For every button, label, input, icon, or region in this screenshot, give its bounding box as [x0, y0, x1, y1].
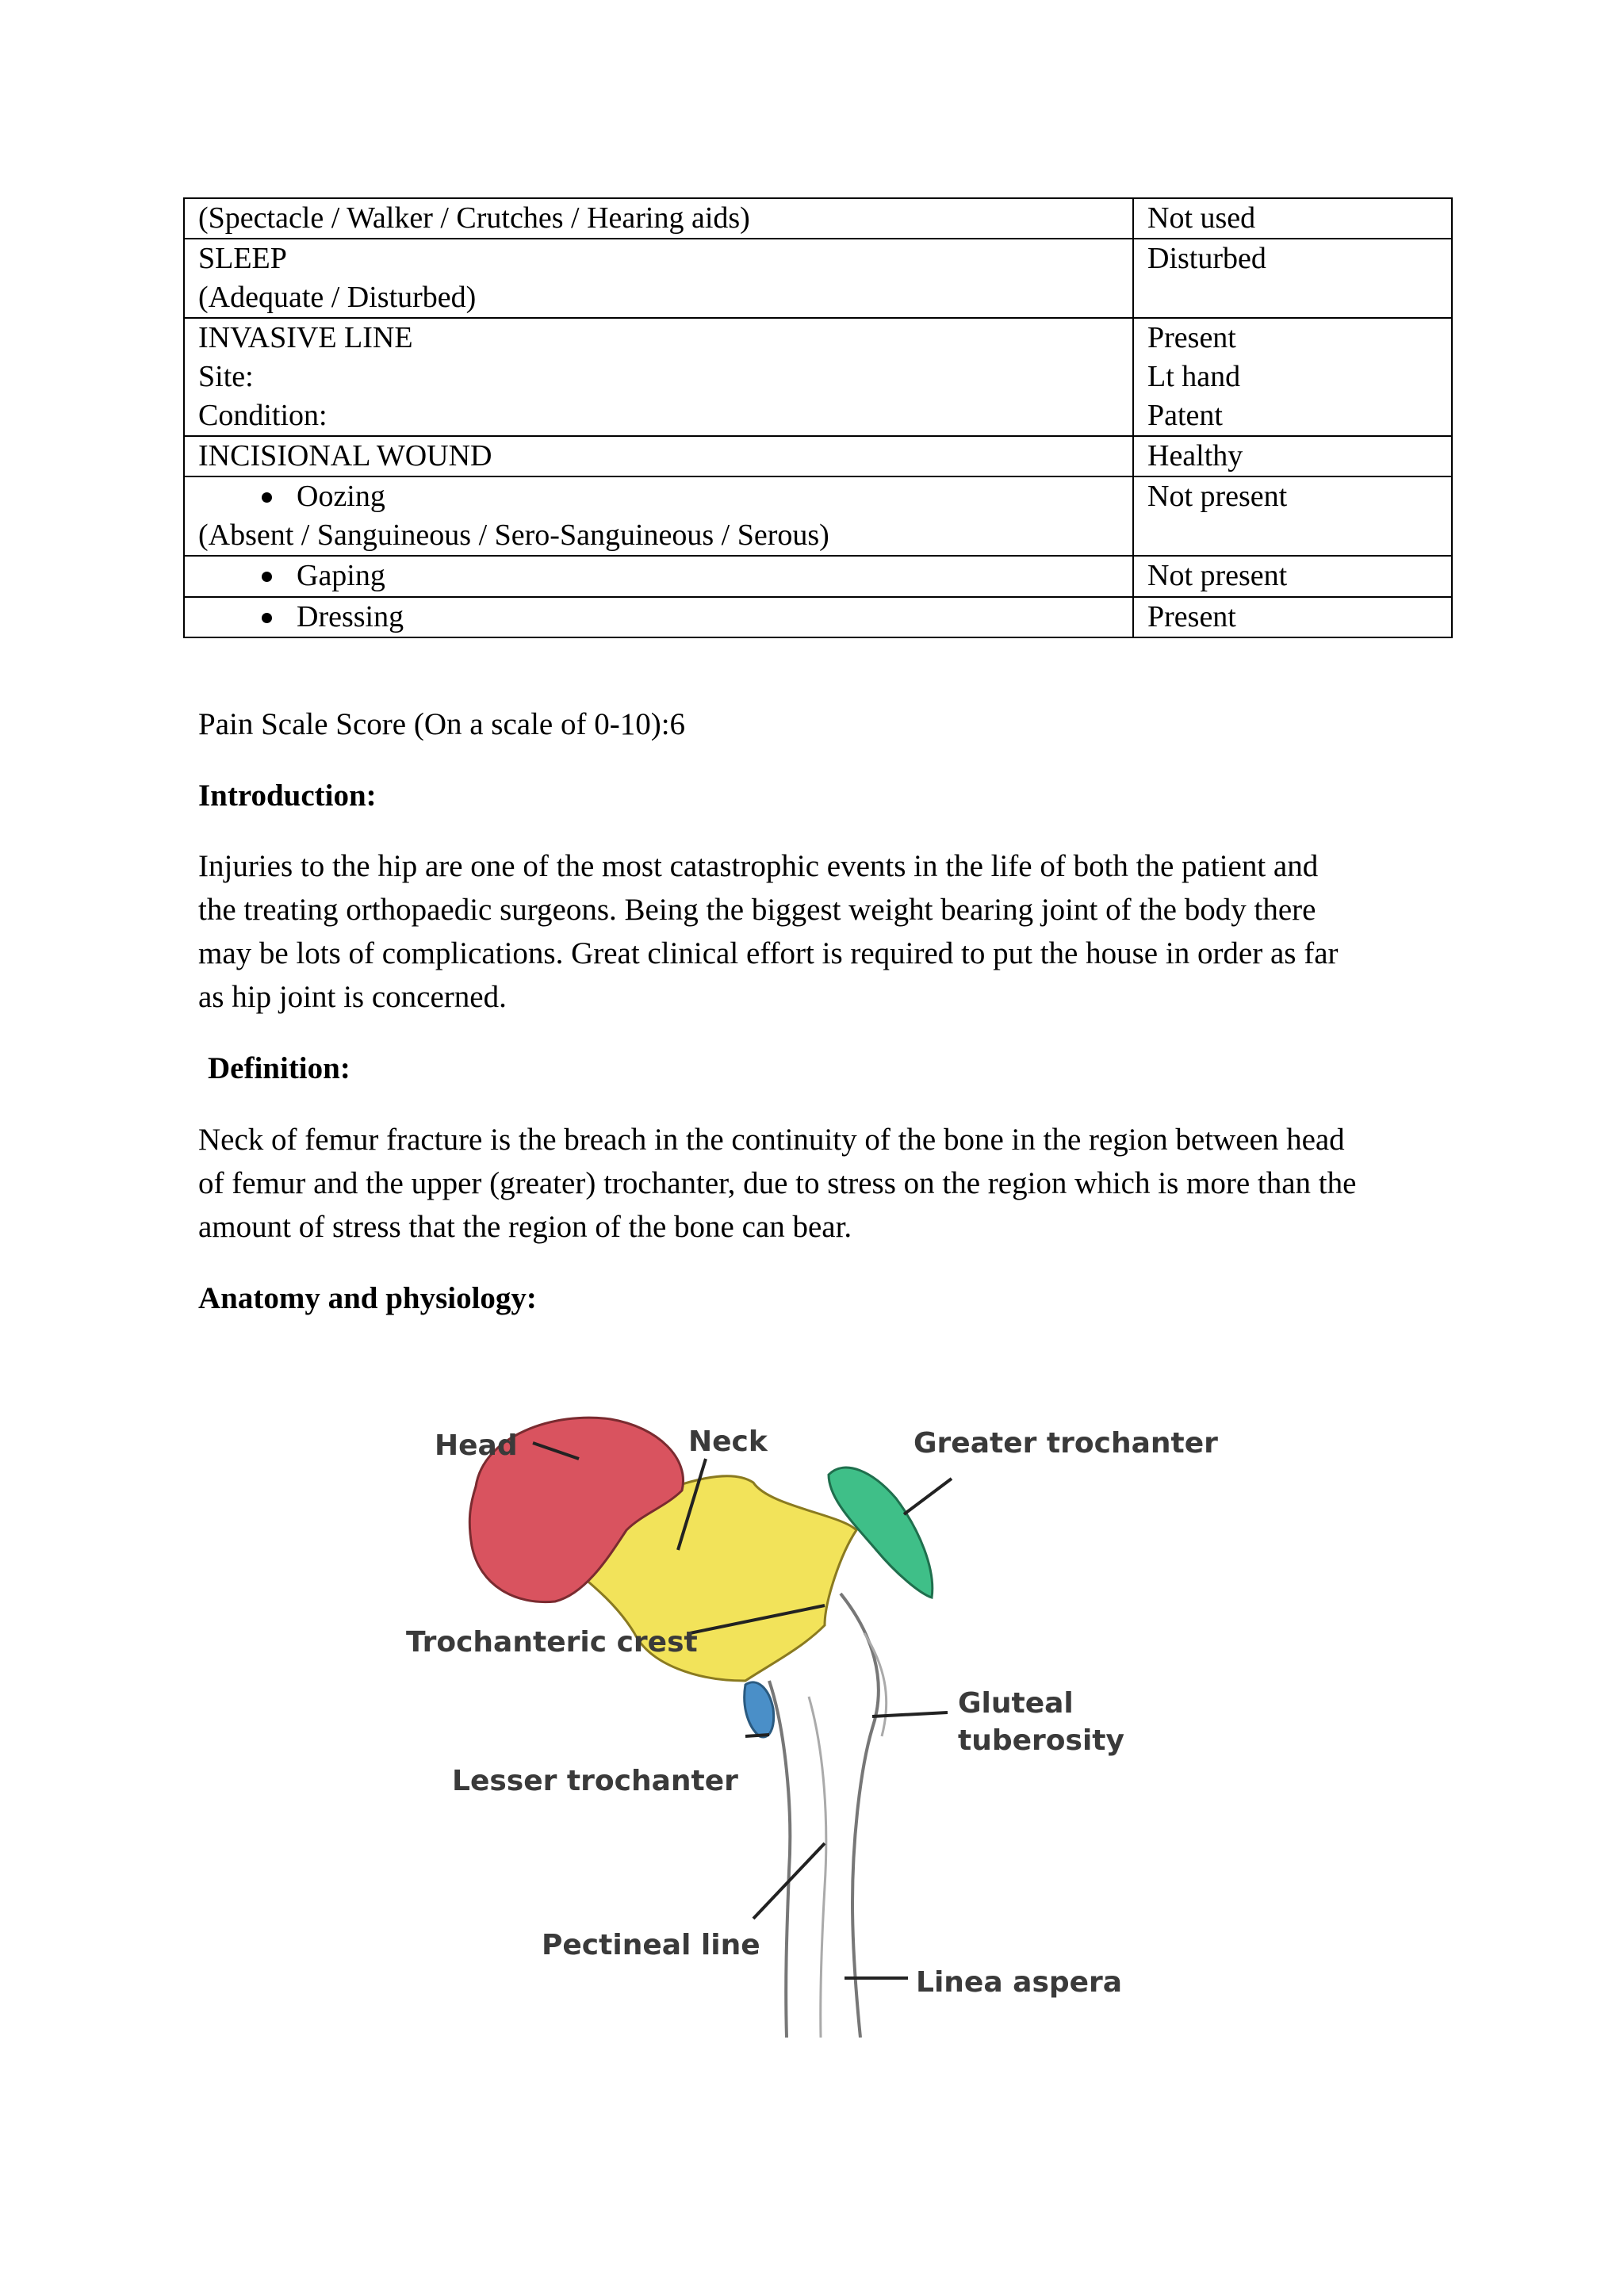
table-row: [184, 476, 1452, 556]
table-cell: Not present: [1133, 476, 1452, 556]
table-cell: INVASIVE LINE Site: Condition:: [184, 318, 1133, 436]
anatomy-heading: Anatomy and physiology:: [198, 1281, 537, 1315]
label-trochanteric-crest: Trochanteric crest: [406, 1626, 698, 1659]
table-cell: (Spectacle / Walker / Crutches / Hearing aids): [184, 198, 1133, 239]
lesser-trochanter-shape: [745, 1682, 774, 1737]
label-pectineal-line: Pectineal line: [542, 1929, 760, 1961]
bullet-icon: [262, 492, 272, 503]
definition-paragraph: Neck of femur fracture is the breach in the continuity of the bone in the region between head of femur and the upper (greater) trochanter, due to stress on the region which is more than the amount of stress that the region of the bone can bear.: [198, 1123, 1357, 1244]
table-row: [184, 318, 1452, 436]
table-row: [184, 198, 1452, 239]
table-cell: Not present: [1133, 556, 1452, 597]
femur-diagram: [396, 1395, 1237, 2038]
table-cell: Not used: [1133, 198, 1452, 239]
table-cell: Present Lt hand Patent: [1133, 318, 1452, 436]
label-tuberosity: tuberosity: [958, 1724, 1124, 1757]
table-row: [184, 556, 1452, 597]
bullet-icon: [262, 572, 272, 582]
table-cell: Healthy: [1133, 436, 1452, 476]
table-cell: Disturbed: [1133, 239, 1452, 318]
table-cell: INCISIONAL WOUND: [184, 436, 1133, 476]
femur-shaft: [769, 1594, 879, 2038]
introduction-heading: Introduction:: [198, 779, 377, 813]
table-row: [184, 239, 1452, 318]
definition-heading: Definition:: [208, 1051, 350, 1085]
label-neck: Neck: [688, 1425, 768, 1458]
table-cell: [184, 556, 1133, 597]
bullet-item: Gaping: [198, 557, 1132, 595]
table-cell: Present: [1133, 597, 1452, 637]
label-linea-aspera: Linea aspera: [916, 1966, 1123, 1999]
table-cell: Oozing (Absent / Sanguineous / Sero-Sanguineous / Serous): [184, 476, 1133, 556]
bullet-item: Oozing: [198, 477, 1132, 516]
label-greater-trochanter: Greater trochanter: [914, 1427, 1218, 1460]
assessment-table: [183, 197, 1453, 638]
bullet-icon: [262, 613, 272, 623]
pain-scale-text: Pain Scale Score (On a scale of 0-10):6: [198, 707, 686, 741]
table-row: [184, 436, 1452, 476]
table-cell: SLEEP (Adequate / Disturbed): [184, 239, 1133, 318]
introduction-paragraph: Injuries to the hip are one of the most catastrophic events in the life of both the patient and the treating orthopaedic surgeons. Being the biggest weight bearing joint of the body there may be lots of complications. Great clinical effort is required to put the house in order as far as hip joint is concerned.: [198, 849, 1339, 1014]
table-row: [184, 597, 1452, 637]
label-gluteal: Gluteal: [958, 1687, 1074, 1720]
femur-anatomy-figure: [396, 1395, 1237, 2038]
bullet-item: Dressing: [198, 598, 1132, 637]
label-head: Head: [435, 1429, 518, 1462]
label-lesser-trochanter: Lesser trochanter: [452, 1765, 738, 1797]
table-cell: [184, 597, 1133, 637]
